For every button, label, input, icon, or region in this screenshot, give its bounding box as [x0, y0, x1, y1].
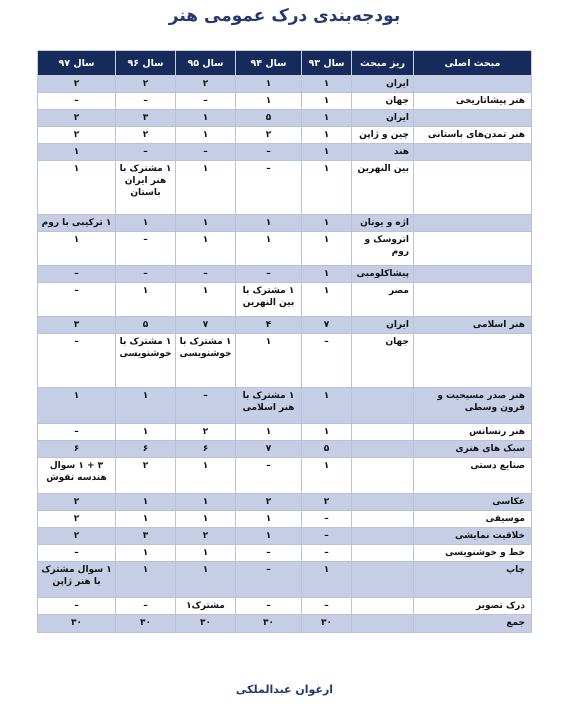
year-96-cell: ۳	[116, 110, 176, 127]
main-topic-cell: چاپ	[414, 562, 532, 598]
table-row	[38, 93, 532, 110]
table-row	[38, 110, 532, 127]
year-93-cell: ۲	[302, 494, 352, 511]
year-97-cell: ۲	[38, 110, 116, 127]
year-96-cell: ۱	[116, 388, 176, 424]
year-96-cell: ۱ مشترک با هنر ایران باستان	[116, 161, 176, 215]
year-94-cell: –	[236, 266, 302, 283]
year-96-cell: –	[116, 232, 176, 266]
table-header-row	[38, 51, 532, 76]
sub-topic-cell	[352, 494, 414, 511]
year-95-cell: ۱	[176, 562, 236, 598]
table-row	[38, 76, 532, 93]
table-row	[38, 615, 532, 633]
main-topic-cell	[414, 266, 532, 283]
table-row	[38, 127, 532, 144]
year-97-cell: ۳	[38, 317, 116, 334]
year-94-cell: –	[236, 144, 302, 161]
year-97-cell: ۳ + ۱ سوال هندسه نقوش	[38, 458, 116, 494]
sub-topic-cell: جهان	[352, 334, 414, 388]
year-97-cell: ۳۰	[38, 615, 116, 633]
table-row	[38, 388, 532, 424]
year-95-cell: ۱	[176, 161, 236, 215]
year-96-cell: –	[116, 598, 176, 615]
main-topic-cell: خط و خوشنویسی	[414, 545, 532, 562]
year-93-cell: ۵	[302, 441, 352, 458]
year-94-cell: ۵	[236, 110, 302, 127]
table-row	[38, 232, 532, 266]
year-95-cell: ۱	[176, 283, 236, 317]
year-94-cell: –	[236, 545, 302, 562]
main-topic-cell	[414, 215, 532, 232]
sub-topic-cell: ایران	[352, 110, 414, 127]
main-topic-cell	[414, 144, 532, 161]
year-93-cell: ۱	[302, 388, 352, 424]
table-row	[38, 598, 532, 615]
year-96-cell: ۱	[116, 283, 176, 317]
year-97-cell: –	[38, 424, 116, 441]
year-93-cell: ۱	[302, 144, 352, 161]
year-96-cell: ۲	[116, 76, 176, 93]
year-96-cell: –	[116, 266, 176, 283]
year-93-cell: ۱	[302, 424, 352, 441]
budget-table	[37, 50, 532, 633]
header-year-93: سال ۹۳	[302, 51, 352, 76]
sub-topic-cell	[352, 545, 414, 562]
table-row	[38, 334, 532, 388]
year-96-cell: ۱	[116, 511, 176, 528]
year-96-cell: ۶	[116, 441, 176, 458]
year-96-cell: ۵	[116, 317, 176, 334]
main-topic-cell: خلاقیت نمایشی	[414, 528, 532, 545]
sub-topic-cell: ایران	[352, 317, 414, 334]
sub-topic-cell	[352, 562, 414, 598]
table-row	[38, 545, 532, 562]
year-94-cell: ۱	[236, 76, 302, 93]
year-93-cell: –	[302, 334, 352, 388]
sub-topic-cell	[352, 598, 414, 615]
year-95-cell: ۱	[176, 511, 236, 528]
year-96-cell: ۳۰	[116, 615, 176, 633]
main-topic-cell: موسیقی	[414, 511, 532, 528]
year-97-cell: –	[38, 545, 116, 562]
main-topic-cell: هنر تمدن‌های باستانی	[414, 127, 532, 144]
year-96-cell: ۳	[116, 528, 176, 545]
year-97-cell: –	[38, 334, 116, 388]
table-row	[38, 144, 532, 161]
year-95-cell: ۲	[176, 76, 236, 93]
main-topic-cell: سبک های هنری	[414, 441, 532, 458]
year-96-cell: ۲	[116, 127, 176, 144]
table-row	[38, 562, 532, 598]
sub-topic-cell: پیشاکلومبی	[352, 266, 414, 283]
sub-topic-cell: اتروسک و روم	[352, 232, 414, 266]
year-95-cell: ۱	[176, 545, 236, 562]
sub-topic-cell: هند	[352, 144, 414, 161]
sub-topic-cell	[352, 511, 414, 528]
year-97-cell: ۶	[38, 441, 116, 458]
sub-topic-cell: بین النهرین	[352, 161, 414, 215]
year-93-cell: ۱	[302, 127, 352, 144]
table-body	[38, 76, 532, 633]
year-94-cell: ۷	[236, 441, 302, 458]
year-94-cell: ۱ مشترک با بین النهرین	[236, 283, 302, 317]
year-94-cell: ۱	[236, 511, 302, 528]
sub-topic-cell	[352, 615, 414, 633]
table-row	[38, 511, 532, 528]
main-topic-cell	[414, 161, 532, 215]
sub-topic-cell	[352, 424, 414, 441]
year-96-cell: ۱	[116, 494, 176, 511]
table-row	[38, 458, 532, 494]
main-topic-cell: عکاسی	[414, 494, 532, 511]
year-94-cell: ۱	[236, 93, 302, 110]
year-93-cell: –	[302, 598, 352, 615]
main-topic-cell: صنایع دستی	[414, 458, 532, 494]
year-95-cell: ۱	[176, 110, 236, 127]
year-95-cell: مشترک۱	[176, 598, 236, 615]
year-95-cell: ۶	[176, 441, 236, 458]
sub-topic-cell: چین و ژاپن	[352, 127, 414, 144]
year-93-cell: –	[302, 528, 352, 545]
year-93-cell: ۳۰	[302, 615, 352, 633]
year-93-cell: ۱	[302, 266, 352, 283]
year-93-cell: ۱	[302, 458, 352, 494]
header-year-96: سال ۹۶	[116, 51, 176, 76]
year-95-cell: ۱	[176, 215, 236, 232]
author-name: ارغوان عبدالملکی	[235, 683, 334, 696]
header-year-94: سال ۹۴	[236, 51, 302, 76]
year-95-cell: ۲	[176, 528, 236, 545]
main-topic-cell	[414, 232, 532, 266]
year-95-cell: ۱	[176, 232, 236, 266]
table-row	[38, 494, 532, 511]
year-97-cell: ۱ ترکیبی با روم	[38, 215, 116, 232]
year-95-cell: –	[176, 266, 236, 283]
year-97-cell: ۱	[38, 144, 116, 161]
sub-topic-cell	[352, 528, 414, 545]
year-94-cell: ۱	[236, 334, 302, 388]
year-93-cell: ۱	[302, 283, 352, 317]
year-95-cell: ۲	[176, 424, 236, 441]
year-97-cell: ۱	[38, 232, 116, 266]
year-95-cell: –	[176, 93, 236, 110]
year-94-cell: ۲	[236, 127, 302, 144]
year-93-cell: ۱	[302, 161, 352, 215]
sub-topic-cell: جهان	[352, 93, 414, 110]
year-97-cell: –	[38, 266, 116, 283]
table-row	[38, 441, 532, 458]
main-topic-cell: هنر اسلامی	[414, 317, 532, 334]
year-94-cell: –	[236, 598, 302, 615]
year-96-cell: ۱	[116, 545, 176, 562]
year-97-cell: ۲	[38, 511, 116, 528]
header-year-97: سال ۹۷	[38, 51, 116, 76]
main-topic-cell: جمع	[414, 615, 532, 633]
year-94-cell: ۱	[236, 215, 302, 232]
year-93-cell: ۷	[302, 317, 352, 334]
sub-topic-cell	[352, 458, 414, 494]
year-94-cell: ۲	[236, 494, 302, 511]
year-97-cell: –	[38, 283, 116, 317]
year-95-cell: ۱	[176, 127, 236, 144]
table-row	[38, 528, 532, 545]
main-topic-cell	[414, 76, 532, 93]
table-row	[38, 317, 532, 334]
table-row	[38, 266, 532, 283]
year-95-cell: –	[176, 144, 236, 161]
year-93-cell: –	[302, 545, 352, 562]
year-97-cell: ۱ سوال مشترک با هنر ژاپن	[38, 562, 116, 598]
sub-topic-cell: مصر	[352, 283, 414, 317]
main-topic-cell: درک تصویر	[414, 598, 532, 615]
year-93-cell: ۱	[302, 215, 352, 232]
year-96-cell: –	[116, 144, 176, 161]
year-95-cell: ۷	[176, 317, 236, 334]
year-97-cell: ۱	[38, 161, 116, 215]
year-97-cell: –	[38, 93, 116, 110]
table-row	[38, 424, 532, 441]
year-97-cell: ۲	[38, 76, 116, 93]
year-94-cell: –	[236, 458, 302, 494]
year-96-cell: ۱ مشترک با خوشنویسی	[116, 334, 176, 388]
page-title: بودجه‌بندی درک عمومی هنر	[168, 6, 401, 26]
table-row	[38, 161, 532, 215]
year-94-cell: ۳۰	[236, 615, 302, 633]
year-97-cell: –	[38, 598, 116, 615]
year-94-cell: –	[236, 161, 302, 215]
year-97-cell: ۲	[38, 127, 116, 144]
main-topic-cell: هنر پیشاتاریخی	[414, 93, 532, 110]
main-topic-cell: هنر رنسانس	[414, 424, 532, 441]
sub-topic-cell: اژه و یونان	[352, 215, 414, 232]
year-96-cell: ۲	[116, 458, 176, 494]
year-93-cell: ۱	[302, 110, 352, 127]
year-95-cell: ۳۰	[176, 615, 236, 633]
sub-topic-cell	[352, 441, 414, 458]
main-topic-cell	[414, 283, 532, 317]
year-95-cell: ۱ مشترک با خوشنویسی	[176, 334, 236, 388]
year-97-cell: ۲	[38, 494, 116, 511]
year-94-cell: ۱ مشترک با هنر اسلامی	[236, 388, 302, 424]
header-main-topic: مبحث اصلی	[414, 51, 532, 76]
table-row	[38, 283, 532, 317]
year-93-cell: ۱	[302, 93, 352, 110]
header-year-95: سال ۹۵	[176, 51, 236, 76]
header-sub-topic: ریز مبحث	[352, 51, 414, 76]
sub-topic-cell: ایران	[352, 76, 414, 93]
year-94-cell: ۱	[236, 528, 302, 545]
year-96-cell: ۱	[116, 215, 176, 232]
year-97-cell: ۲	[38, 528, 116, 545]
sub-topic-cell	[352, 388, 414, 424]
year-93-cell: ۱	[302, 76, 352, 93]
main-topic-cell	[414, 334, 532, 388]
year-95-cell: ۱	[176, 458, 236, 494]
year-97-cell: ۱	[38, 388, 116, 424]
main-topic-cell: هنر صدر مسیحیت و قرون وسطی	[414, 388, 532, 424]
year-94-cell: ۱	[236, 232, 302, 266]
year-93-cell: –	[302, 511, 352, 528]
year-96-cell: –	[116, 93, 176, 110]
year-94-cell: ۱	[236, 424, 302, 441]
year-95-cell: ۱	[176, 494, 236, 511]
year-95-cell: –	[176, 388, 236, 424]
year-94-cell: –	[236, 562, 302, 598]
year-93-cell: ۱	[302, 232, 352, 266]
year-96-cell: ۱	[116, 424, 176, 441]
year-94-cell: ۴	[236, 317, 302, 334]
main-topic-cell	[414, 110, 532, 127]
year-96-cell: ۱	[116, 562, 176, 598]
year-93-cell: ۱	[302, 562, 352, 598]
budget-table-container	[37, 50, 531, 633]
table-row	[38, 215, 532, 232]
